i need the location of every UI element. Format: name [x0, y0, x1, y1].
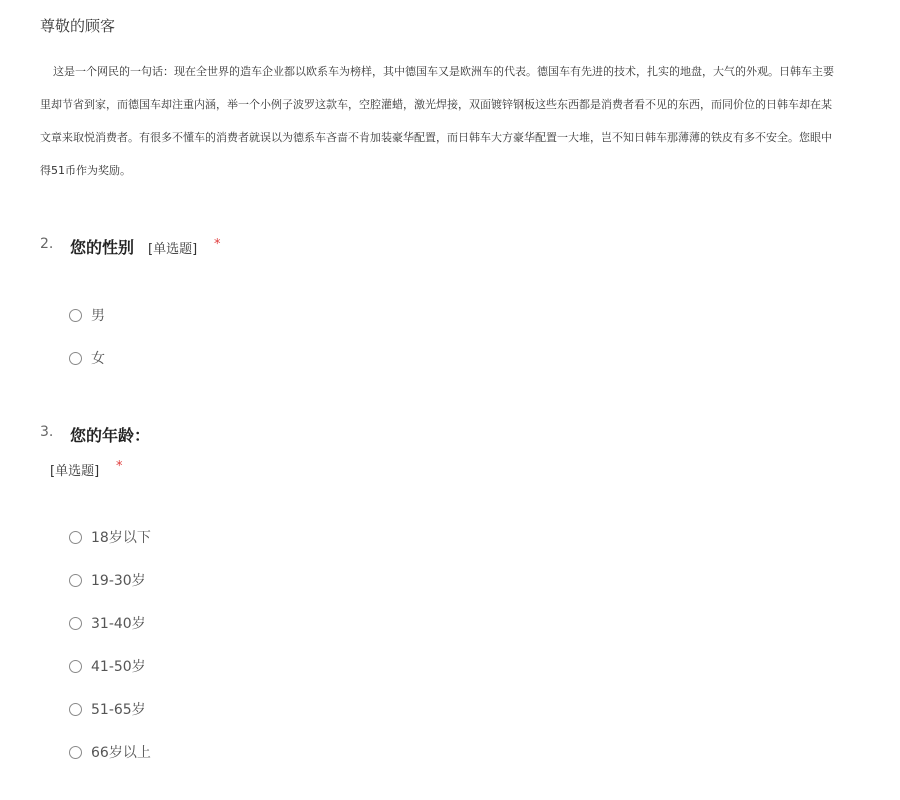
- option-male[interactable]: [69, 303, 105, 327]
- question-number: 3.: [40, 424, 54, 440]
- option-label: 31-40岁: [91, 616, 146, 632]
- radio-button[interactable]: [69, 660, 82, 673]
- option-age-51-65[interactable]: [69, 697, 146, 721]
- option-age-19-30[interactable]: [69, 568, 146, 592]
- radio-button[interactable]: [69, 746, 82, 759]
- option-label: 18岁以下: [91, 530, 151, 546]
- greeting-heading: 尊敬的顾客: [40, 17, 116, 35]
- radio-button[interactable]: [69, 703, 82, 716]
- option-label: 51-65岁: [91, 702, 146, 718]
- radio-button[interactable]: [69, 531, 82, 544]
- option-label: 19-30岁: [91, 573, 146, 589]
- question-title: 您的年龄：: [70, 426, 151, 445]
- question-number: 2.: [40, 236, 54, 252]
- required-mark: *: [214, 237, 221, 252]
- option-label: 66岁以上: [91, 745, 151, 761]
- intro-line: 得51币作为奖励。: [40, 164, 131, 177]
- option-label: 女: [91, 351, 105, 367]
- option-age-under-18[interactable]: [69, 525, 151, 549]
- option-age-31-40[interactable]: [69, 611, 146, 635]
- intro-line: 里却节省到家，而德国车却注重内涵，举一个小例子波罗这款车，空腔灌蜡，激光焊接，双面镀锌钢板这些东西都是消费者看不见的东西，而同价位的日韩车却在某: [40, 98, 832, 111]
- option-label: 男: [91, 308, 105, 324]
- intro-paragraph: [40, 55, 900, 187]
- option-label: 41-50岁: [91, 659, 146, 675]
- radio-button[interactable]: [69, 617, 82, 630]
- intro-line: 文章来取悦消费者。有很多不懂车的消费者就误以为德系车吝啬不肯加装豪华配置，而日韩车大方豪华配置一大堆，岂不知日韩车那薄薄的铁皮有多不安全。您眼中: [40, 131, 832, 144]
- question-type-label: [单选题]: [50, 464, 100, 479]
- radio-button[interactable]: [69, 352, 82, 365]
- option-age-66-plus[interactable]: [69, 740, 151, 764]
- question-title: 您的性别: [70, 238, 135, 257]
- question-type-label: [单选题]: [148, 242, 198, 257]
- intro-line: 这是一个网民的一句话：现在全世界的造车企业都以欧系车为榜样，其中德国车又是欧洲车的代表。德国车有先进的技术，扎实的地盘，大气的外观。日韩车主要: [53, 65, 834, 78]
- option-age-41-50[interactable]: [69, 654, 146, 678]
- required-mark: *: [116, 459, 123, 474]
- option-female[interactable]: [69, 346, 105, 370]
- radio-button[interactable]: [69, 574, 82, 587]
- radio-button[interactable]: [69, 309, 82, 322]
